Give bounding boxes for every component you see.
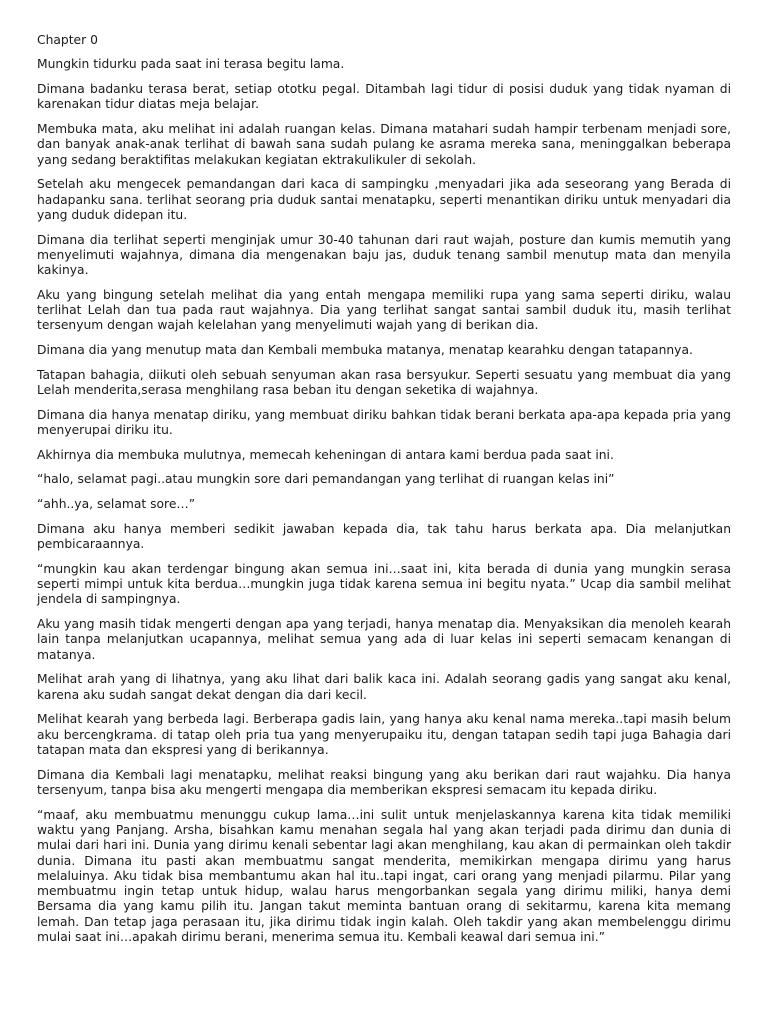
paragraph: Melihat kearah yang berbeda lagi. Berberapa gadis lain, yang hanya aku kenal nama mereka..tapi masih belum aku bercengkrama. di tatap oleh pria tua yang menyerupaiku itu, dengan tatapan sedih tapi juga Bahagia dari tatapan mata dan ekspresi yang di berikannya.	[37, 712, 731, 757]
dialogue-paragraph: “maaf, aku membuatmu menunggu cukup lama…ini sulit untuk menjelaskannya karena kita tidak memiliki waktu yang Panjang. Arsha, bisahkan kamu menahan segala hal yang akan terjadi pada dirimu dan dunia di mulai dari hari ini. Dunia yang dirimu kenali sebentar lagi akan menghilang, kau akan di permainkan oleh takdir dunia. Dimana itu pasti akan membuatmu sangat menderita, memikirkan mengapa dirimu yang harus melaluinya. Aku tidak bisa membantumu akan hal itu..tapi ingat, cari orang yang menjadi pilarmu. Pilar yang membuatmu ingin tetap untuk hidup, walau harus mengorbankan segala yang dirimu miliki, hanya demi Bersama dia yang kamu pilih itu. Jangan takut meminta bantuan orang di sekitarmu, karena kita memang lemah. Dan tetap jaga perasaan itu, jika dirimu tidak ingin kalah. Oleh takdir yang akan membelenggu dirimu mulai saat ini…apakah dirimu berani, menerima semua itu. Kembali keawal dari semua ini.”	[37, 807, 731, 944]
chapter-title: Chapter 0	[37, 33, 98, 47]
paragraph: Akhirnya dia membuka mulutnya, memecah keheningan di antara kami berdua pada saat ini.	[37, 447, 614, 462]
document-body	[37, 57, 731, 945]
paragraph: Dimana dia hanya menatap diriku, yang membuat diriku bahkan tidak berani berkata apa-apa kepada pria yang menyerupai diriku itu.	[37, 407, 731, 438]
paragraph: Membuka mata, aku melihat ini adalah ruangan kelas. Dimana matahari sudah hampir terbenam menjadi sore, dan banyak anak-anak terlihat di bawah sana sudah pulang ke asrama mereka sana, meninggalkan beberapa yang sedang beraktifitas melakukan kegiatan ektrakulikuler di sekolah.	[37, 121, 731, 167]
paragraph: Dimana dia Kembali lagi menatapku, melihat reaksi bingung yang aku berikan dari raut wajahku. Dia hanya tersenyum, tanpa bisa aku mengerti mengapa dia memberikan ekspresi semacam itu kepada diriku.	[37, 767, 731, 797]
dialogue-paragraph: “halo, selamat pagi..atau mungkin sore dari pemandangan yang terlihat di ruangan kelas ini”	[37, 472, 615, 487]
paragraph: Aku yang masih tidak mengerti dengan apa yang terjadi, hanya menatap dia. Menyaksikan dia menoleh kearah lain tanpa melanjutkan ucapannya, melihat semua yang ada di luar kelas ini seperti semacam kenangan di matanya.	[37, 617, 731, 662]
paragraph: Aku yang bingung setelah melihat dia yang entah mengapa memiliki rupa yang sama seperti diriku, walau terlihat Lelah dan tua pada raut wajahnya. Dia yang terlihat sangat santai sambil duduk itu, masih terlihat tersenyum dengan wajah kelelahan yang menyelimuti wajah yang di berikan dia.	[37, 287, 731, 333]
paragraph: Dimana dia yang menutup mata dan Kembali membuka matanya, menatap kearahku dengan tatapannya.	[37, 343, 693, 358]
paragraph: Setelah aku mengecek pemandangan dari kaca di sampingku ,menyadari jika ada seseorang yang Berada di hadapanku sana. terlihat seorang pria duduk santai menatapku, seperti menantikan diriku untuk menyadari dia yang duduk didepan itu.	[37, 177, 731, 222]
paragraph: Dimana badanku terasa berat, setiap ototku pegal. Ditambah lagi tidur di posisi duduk yang tidak nyaman di karenakan tidur diatas meja belajar.	[37, 81, 731, 112]
paragraph: Tatapan bahagia, diikuti oleh sebuah senyuman akan rasa bersyukur. Seperti sesuatu yang membuat dia yang Lelah menderita,serasa menghilang rasa beban itu dengan seketika di wajahnya.	[37, 367, 731, 398]
dialogue-paragraph: “mungkin kau akan terdengar bingung akan semua ini…saat ini, kita berada di dunia yang mungkin serasa seperti mimpi untuk kita berdua…mungkin juga tidak karena semua ini begitu nyata.” Ucap dia sambil melihat jendela di sampingnya.	[37, 561, 731, 607]
dialogue-paragraph: “ahh..ya, selamat sore…”	[37, 497, 196, 512]
paragraph: Melihat arah yang di lihatnya, yang aku lihat dari balik kaca ini. Adalah seorang gadis yang sangat aku kenal, karena aku sudah sangat dekat dengan dia dari kecil.	[37, 672, 731, 702]
paragraph: Dimana aku hanya memberi sedikit jawaban kepada dia, tak tahu harus berkata apa. Dia melanjutkan pembicaraannya.	[37, 521, 731, 552]
paragraph: Dimana dia terlihat seperti menginjak umur 30-40 tahunan dari raut wajah, posture dan kumis memutih yang menyelimuti wajahnya, dimana dia mengenakan baju jas, duduk tenang sambil menutup mata dan menyila kakinya.	[37, 232, 731, 278]
paragraph: Mungkin tidurku pada saat ini terasa begitu lama.	[37, 57, 345, 72]
